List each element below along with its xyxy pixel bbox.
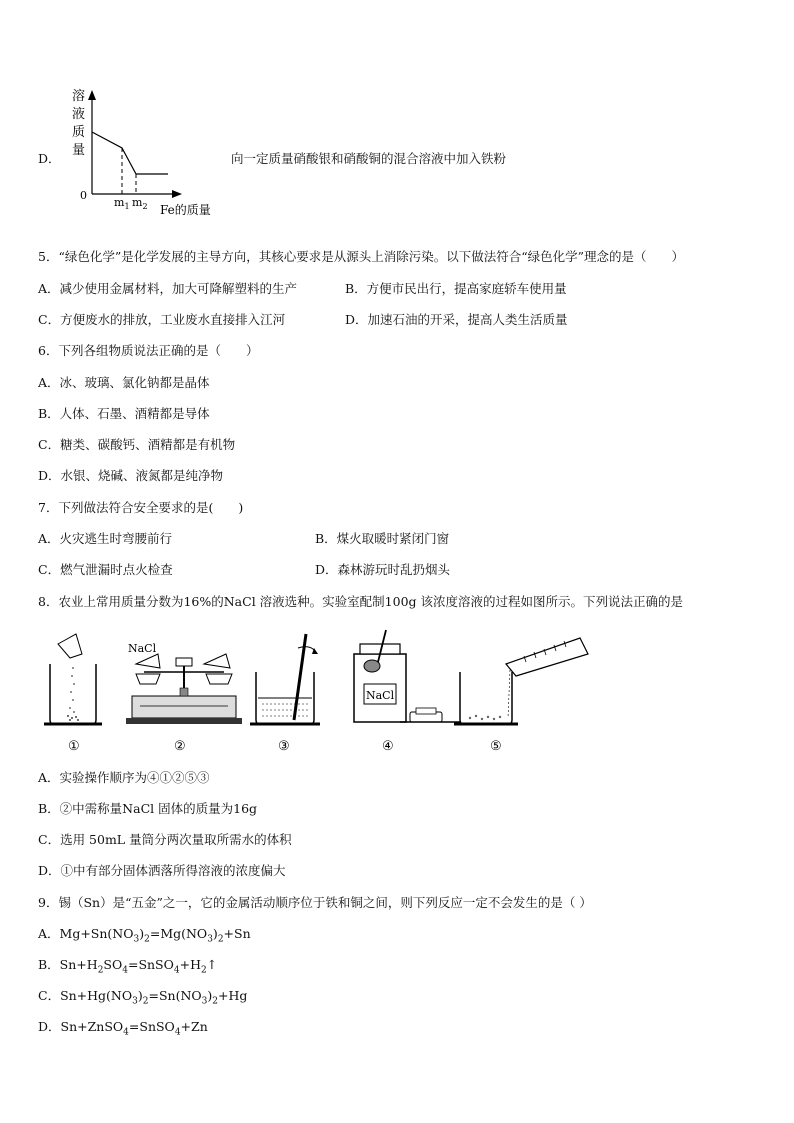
q8-option-d: D．①中有部分固体洒落所得溶液的浓度偏大 — [38, 863, 286, 878]
nacl-tag-balance: NaCl — [128, 642, 157, 655]
q5-option-b: B．方便市民出行，提高家庭轿车使用量 — [345, 281, 567, 296]
x-axis-arrow — [172, 190, 182, 198]
q7-option-d: D．森林游玩时乱扔烟头 — [315, 562, 451, 577]
chart-description: 向一定质量硝酸银和硝酸铜的混合溶液中加入铁粉 — [231, 151, 507, 166]
step-number-5: ⑤ — [490, 739, 502, 754]
q6-option-d: D．水银、烧碱、液氮都是纯净物 — [38, 468, 224, 483]
step4-reagent-bottle — [354, 630, 460, 722]
nacl-tag-bottle: NaCl — [366, 689, 395, 702]
m1-label: $m_1$ — [114, 196, 130, 211]
q9-option-c: C．$Sn+Hg(NO_3)_2=Sn(NO_3)_2+Hg$ — [38, 988, 248, 1007]
q5-option-c: C．方便废水的排放，工业废水直接排入江河 — [38, 312, 286, 327]
q6-option-c: C．糖类、碳酸钙、酒精都是有机物 — [38, 437, 236, 452]
step5-cylinder-pour — [454, 638, 588, 724]
solution-mass-chart — [64, 82, 234, 222]
step2-balance — [126, 642, 242, 724]
q7-option-a: A．火灾逃生时弯腰前行 — [38, 531, 173, 546]
mass-curve — [92, 132, 168, 174]
q6-option-a: A．冰、玻璃、氯化钠都是晶体 — [38, 375, 210, 390]
step-number-2: ② — [174, 739, 186, 754]
q9-option-b: B．$Sn+H_2SO_4=SnSO_4+H_2↑$ — [38, 957, 218, 976]
step3-stirring — [250, 634, 320, 724]
q7-option-c: C．燃气泄漏时点火检查 — [38, 562, 173, 577]
step1-beaker-pour — [44, 634, 102, 724]
step-number-4: ④ — [382, 739, 394, 754]
q8-option-b: B．②中需称量NaCl 固体的质量为16g — [38, 801, 258, 816]
q6-option-b: B．人体、石墨、酒精都是导体 — [38, 406, 210, 421]
y-axis-arrow — [88, 90, 96, 100]
origin-label: 0 — [80, 189, 87, 202]
q6-stem: 6．下列各组物质说法正确的是（ ） — [38, 343, 259, 358]
q5-stem: 5．“绿色化学”是化学发展的主导方向，其核心要求是从源头上消除污染。以下做法符合“绿色化学”理念的是（ ） — [38, 249, 685, 264]
ylabel-char-1: 溶 — [72, 89, 86, 104]
q8-option-c: C．选用 50mL 量筒分两次量取所需水的体积 — [38, 832, 292, 847]
option-label-d: D． — [38, 151, 61, 166]
q7-stem: 7．下列做法符合安全要求的是( ) — [38, 500, 244, 515]
q9-option-a: A．$Mg+Sn(NO_3)_2=Mg(NO_3)_2+Sn$ — [38, 926, 251, 945]
step-number-1: ① — [68, 739, 80, 754]
q8-option-a: A．实验操作顺序为④①②⑤③ — [38, 770, 210, 785]
solution-prep-figure — [40, 624, 600, 756]
q5-option-d: D．加速石油的开采，提高人类生活质量 — [345, 312, 568, 327]
step-number-3: ③ — [278, 739, 290, 754]
q5-option-a: A．减少使用金属材料，加大可降解塑料的生产 — [38, 281, 298, 296]
ylabel-char-2: 液 — [72, 107, 86, 122]
q9-stem: 9．锡（Sn）是“五金”之一，它的金属活动顺序位于铁和铜之间，则下列反应一定不会发生的是（ ） — [38, 895, 592, 910]
m2-label: $m_2$ — [132, 196, 148, 211]
q9-option-d: D．Sn+ZnSO$_4$=SnSO$_4$+Zn — [38, 1019, 208, 1038]
q8-stem: 8．农业上常用质量分数为16%的NaCl 溶液选种。实验室配制100g 该浓度溶液的过程如图所示。下列说法正确的是 — [38, 594, 683, 609]
xlabel: Fe的质量 — [160, 203, 211, 217]
ylabel-char-4: 量 — [72, 143, 86, 158]
ylabel-char-3: 质 — [72, 125, 86, 140]
q7-option-b: B．煤火取暖时紧闭门窗 — [315, 531, 450, 546]
